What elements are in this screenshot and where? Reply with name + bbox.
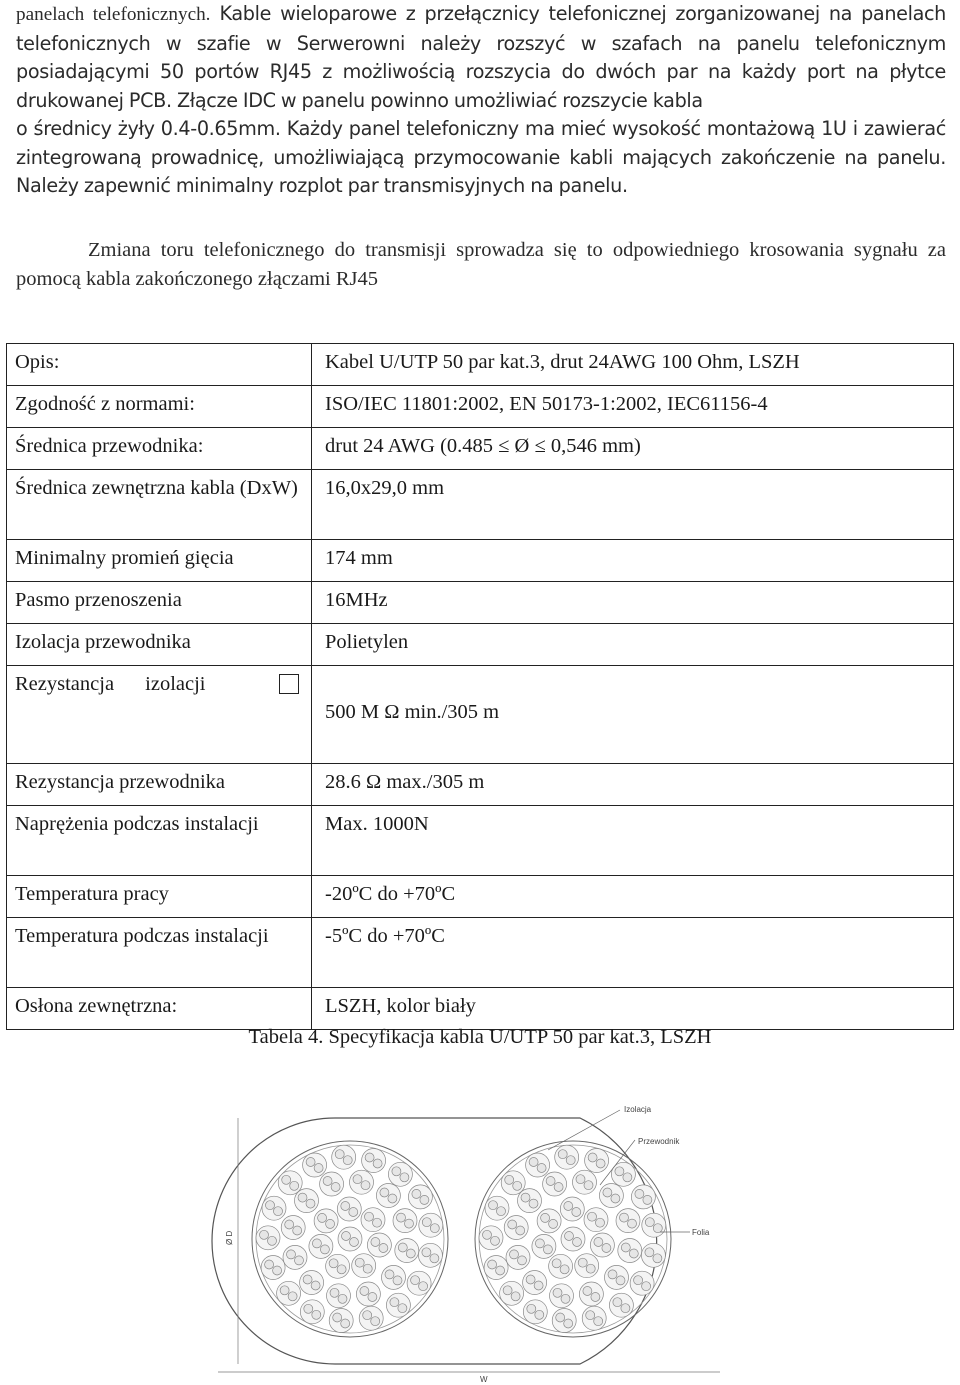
wire-conductor	[337, 1265, 346, 1274]
wire-conductor	[564, 1202, 573, 1211]
wire-pair	[386, 1293, 410, 1317]
wire-conductor	[552, 1259, 561, 1268]
wire-conductor	[342, 1232, 351, 1241]
wire-conductor	[603, 1188, 612, 1197]
wire-conductor	[543, 1245, 552, 1254]
wire-pair	[419, 1213, 443, 1237]
wire-conductor	[537, 1164, 546, 1173]
wire-conductor	[419, 1282, 428, 1291]
wire-pair	[407, 1271, 431, 1295]
row-value: LSZH, kolor biały	[312, 988, 954, 1030]
wire-conductor	[602, 1244, 611, 1253]
wire-conductor	[558, 1150, 567, 1159]
row-label: Rezystancja przewodnika	[7, 764, 312, 806]
intro-body: Kable wieloparowe z przełącznicy telefonicznej zorganizowanej na panelach telefonicznych w szafie w Serwerowni należy rozszyć w szafach na panelu telefonicznym posiadającymi 50 portów RJ45 z możliwością rozszycia do dwóch par na każdy port na płytce drukowanej PCB. Złącze IDC w panelu powinno umożliwiać rozszycie kabla	[16, 2, 946, 112]
intro-body-2: o średnicy żyły 0.4-0.65mm. Każdy panel telefoniczny ma mieć wysokość montażową 1U i zawierać zintegrowaną prowadnicę, umożliwiającą przymocowanie kabli mających zakończenie na panelu. Należy zapewnić minimalny rozplot par transmisyjnych na panelu.	[16, 117, 946, 197]
wire-pair	[338, 1227, 362, 1251]
wire-conductor	[623, 1173, 632, 1182]
wire-pair	[418, 1243, 442, 1267]
wire-conductor	[526, 1275, 535, 1284]
wire-pair	[523, 1300, 547, 1324]
width-label: W	[480, 1375, 488, 1384]
wire-pair	[332, 1145, 356, 1169]
wire-conductor	[287, 1250, 296, 1259]
wire-conductor	[554, 1183, 563, 1192]
wire-conductor	[341, 1202, 350, 1211]
wire-conductor	[288, 1292, 297, 1301]
wire-conductor	[613, 1298, 622, 1307]
wire-conductor	[318, 1213, 327, 1222]
wire-conductor	[608, 1270, 617, 1279]
insulation-label: Izolacja	[624, 1105, 652, 1114]
row-label: Zgodność z normami:	[7, 386, 312, 428]
wire-conductor	[349, 1208, 358, 1217]
row-value: Kabel U/UTP 50 par kat.3, drut 24AWG 100 Ohm, LSZH	[312, 344, 954, 386]
wire-pair	[367, 1233, 391, 1257]
wire-conductor	[298, 1193, 307, 1202]
wire-conductor	[576, 1175, 585, 1184]
insulation-resistance-label: Rezystancja izolacji	[15, 673, 206, 695]
wire-pairs	[256, 1145, 666, 1332]
wire-pair	[327, 1284, 351, 1308]
row-label: Temperatura podczas instalacji	[7, 918, 312, 988]
wire-conductor	[285, 1220, 294, 1229]
wire-pair	[300, 1300, 324, 1324]
wire-conductor	[621, 1304, 630, 1313]
wire-conductor	[379, 1244, 388, 1253]
wire-conductor	[556, 1313, 565, 1322]
wire-conductor	[335, 1150, 344, 1159]
row-value: drut 24 AWG (0.485 ≤ Ø ≤ 0,546 mm)	[312, 428, 954, 470]
wire-conductor	[513, 1181, 522, 1190]
wire-conductor	[406, 1249, 415, 1258]
wire-conductor	[529, 1199, 538, 1208]
wire-conductor	[274, 1207, 283, 1216]
wire-conductor	[430, 1224, 439, 1233]
wire-conductor	[390, 1298, 399, 1307]
wire-pair	[395, 1239, 419, 1263]
wire-conductor	[365, 1153, 374, 1162]
wire-conductor	[497, 1207, 506, 1216]
wire-pair	[561, 1227, 585, 1251]
wire-pair	[501, 1171, 525, 1195]
insulation-resistance-value: 500 M Ω min./305 m	[325, 701, 500, 723]
wire-conductor	[268, 1236, 277, 1245]
wire-conductor	[535, 1310, 544, 1319]
wire-pair	[309, 1234, 333, 1258]
wire-pair	[504, 1216, 528, 1240]
wire-pair	[631, 1185, 655, 1209]
wire-pair	[329, 1309, 353, 1333]
wire-pair	[585, 1149, 609, 1173]
wire-pair	[543, 1172, 567, 1196]
wire-pair	[537, 1209, 561, 1233]
row-value: 28.6 Ω max./305 m	[312, 764, 954, 806]
wire-pair	[261, 1256, 285, 1280]
wire-pair	[382, 1265, 406, 1289]
wire-conductor	[326, 1219, 335, 1228]
wire-conductor	[393, 1276, 402, 1285]
wire-conductor	[521, 1193, 530, 1202]
wire-conductor	[380, 1188, 389, 1197]
wire-pair	[326, 1254, 350, 1278]
wire-conductor	[586, 1311, 595, 1320]
second-paragraph: Zmiana toru telefonicznego do transmisji sprowadza się to odpowiedniego krosowania sygnału za pomocą kabla zakończonego złączami RJ45	[16, 239, 946, 290]
wire-conductor	[583, 1287, 592, 1296]
wire-conductor	[620, 1213, 629, 1222]
wire-pair	[361, 1208, 385, 1232]
wire-pair	[605, 1265, 629, 1289]
wire-conductor	[273, 1266, 282, 1275]
wire-conductor	[541, 1213, 550, 1222]
wire-conductor	[412, 1189, 421, 1198]
wire-conductor	[314, 1164, 323, 1173]
wire-conductor	[534, 1281, 543, 1290]
row-value: -20ºC do +70ºC	[312, 876, 954, 918]
wire-pair	[555, 1145, 579, 1169]
wire-conductor	[491, 1236, 500, 1245]
wire-conductor	[338, 1294, 347, 1303]
wire-pair	[599, 1184, 623, 1208]
wire-conductor	[295, 1256, 304, 1265]
row-value: -5ºC do +70ºC	[312, 918, 954, 988]
wire-conductor	[510, 1250, 519, 1259]
wire-conductor	[511, 1292, 520, 1301]
wire-pair	[388, 1162, 412, 1186]
wire-conductor	[549, 1219, 558, 1228]
wire-conductor	[312, 1239, 321, 1248]
wire-conductor	[489, 1201, 498, 1210]
wire-conductor	[643, 1195, 652, 1204]
wire-conductor	[368, 1293, 377, 1302]
wire-pair	[484, 1256, 508, 1280]
wire-conductor	[371, 1317, 380, 1326]
wire-conductor	[363, 1264, 372, 1273]
wire-conductor	[282, 1175, 291, 1184]
wire-pair	[359, 1306, 383, 1330]
row-value: Max. 1000N	[312, 806, 954, 876]
wire-pair	[642, 1213, 666, 1237]
wire-pair	[303, 1153, 327, 1177]
row-value: ISO/IEC 11801:2002, EN 50173-1:2002, IEC61156-4	[312, 386, 954, 428]
wire-conductor	[516, 1226, 525, 1235]
wire-conductor	[496, 1266, 505, 1275]
wire-conductor	[330, 1288, 339, 1297]
wire-conductor	[312, 1310, 321, 1319]
wire-conductor	[503, 1286, 512, 1295]
wire-conductor	[529, 1158, 538, 1167]
wire-conductor	[527, 1304, 536, 1313]
wire-conductor	[645, 1248, 654, 1257]
wire-conductor	[311, 1281, 320, 1290]
wire-pair	[526, 1153, 550, 1177]
wire-pair	[506, 1245, 530, 1269]
wire-conductor	[360, 1287, 369, 1296]
wire-conductor	[505, 1175, 514, 1184]
wire-conductor	[518, 1256, 527, 1265]
wire-pair	[532, 1234, 556, 1258]
wire-conductor	[333, 1313, 342, 1322]
wire-pair	[278, 1171, 302, 1195]
wire-conductor	[320, 1245, 329, 1254]
foil-label: Folia	[692, 1228, 710, 1237]
wire-conductor	[635, 1189, 644, 1198]
row-label: Minimalny promień gięcia	[7, 540, 312, 582]
wire-pair	[523, 1271, 547, 1295]
wire-conductor	[546, 1177, 555, 1186]
row-value: Polietylen	[312, 624, 954, 666]
wire-pair	[376, 1184, 400, 1208]
wire-pair	[300, 1271, 324, 1295]
wire-conductor	[594, 1238, 603, 1247]
wire-conductor	[361, 1181, 370, 1190]
wire-conductor	[397, 1213, 406, 1222]
row-label: Średnica zewnętrzna kabla (DxW)	[7, 470, 312, 540]
wire-conductor	[422, 1218, 431, 1227]
wire-conductor	[331, 1183, 340, 1192]
wire-conductor	[591, 1293, 600, 1302]
wire-pair	[352, 1254, 376, 1278]
wire-conductor	[355, 1258, 364, 1267]
wire-conductor	[371, 1238, 380, 1247]
wire-conductor	[483, 1230, 492, 1239]
wire-conductor	[561, 1294, 570, 1303]
diameter-label: Ø D	[225, 1230, 234, 1245]
wire-pair	[485, 1196, 509, 1220]
wire-pair	[500, 1281, 524, 1305]
row-label: Osłona zewnętrzna:	[7, 988, 312, 1030]
wire-pair	[550, 1284, 574, 1308]
insulation-leader	[548, 1110, 620, 1150]
wire-conductor	[260, 1230, 269, 1239]
wire-conductor	[341, 1319, 350, 1328]
wire-pair	[281, 1216, 305, 1240]
wire-pair	[630, 1271, 654, 1295]
wire-conductor	[628, 1219, 637, 1228]
wire-pair	[262, 1196, 286, 1220]
wire-conductor	[329, 1259, 338, 1268]
wire-pair	[616, 1209, 640, 1233]
wire-conductor	[578, 1258, 587, 1267]
wire-conductor	[588, 1153, 597, 1162]
wire-pair	[393, 1209, 417, 1233]
wire-pair	[320, 1172, 344, 1196]
row-value: 174 mm	[312, 540, 954, 582]
wire-conductor	[560, 1265, 569, 1274]
wire-conductor	[615, 1167, 624, 1176]
wire-conductor	[553, 1288, 562, 1297]
wire-conductor	[611, 1194, 620, 1203]
row-label: Naprężenia podczas instalacji	[7, 806, 312, 876]
wire-conductor	[373, 1218, 382, 1227]
wire-conductor	[565, 1232, 574, 1241]
wire-pair	[579, 1282, 603, 1306]
wire-conductor	[596, 1159, 605, 1168]
wire-pair	[584, 1208, 608, 1232]
row-label: Opis:	[7, 344, 312, 386]
wire-conductor	[353, 1175, 362, 1184]
wire-pair	[283, 1245, 307, 1269]
wire-conductor	[629, 1249, 638, 1258]
wire-conductor	[266, 1201, 275, 1210]
wire-pair	[609, 1293, 633, 1317]
row-label: Temperatura pracy	[7, 876, 312, 918]
wire-conductor	[293, 1226, 302, 1235]
wire-conductor	[323, 1177, 332, 1186]
wire-pair	[362, 1149, 386, 1173]
wire-pair	[479, 1226, 503, 1250]
wire-conductor	[303, 1275, 312, 1284]
row-value: 16,0x29,0 mm	[312, 470, 954, 540]
wire-pair	[560, 1197, 584, 1221]
wire-conductor	[265, 1260, 274, 1269]
intro-start: panelach telefonicznych.	[16, 4, 211, 25]
wire-pair	[552, 1309, 576, 1333]
wire-conductor	[573, 1238, 582, 1247]
wire-conductor	[508, 1220, 517, 1229]
wire-conductor	[385, 1270, 394, 1279]
wire-conductor	[586, 1264, 595, 1273]
wire-conductor	[535, 1239, 544, 1248]
wire-pair	[350, 1170, 374, 1194]
wire-conductor	[306, 1158, 315, 1167]
wire-conductor	[411, 1276, 420, 1285]
wire-conductor	[392, 1167, 401, 1176]
wire-conductor	[363, 1311, 372, 1320]
wire-conductor	[634, 1276, 643, 1285]
wire-pair	[256, 1226, 280, 1250]
wire-conductor	[398, 1304, 407, 1313]
row-label: Izolacja przewodnika	[7, 624, 312, 666]
wire-conductor	[594, 1317, 603, 1326]
wire-pair	[549, 1254, 573, 1278]
conductor-label: Przewodnik	[638, 1137, 680, 1146]
wire-pair	[575, 1254, 599, 1278]
wire-conductor	[616, 1276, 625, 1285]
wire-pair	[573, 1170, 597, 1194]
wire-conductor	[290, 1181, 299, 1190]
wire-pair	[356, 1282, 380, 1306]
wire-pair	[277, 1281, 301, 1305]
row-value: 16MHz	[312, 582, 954, 624]
wire-pair	[590, 1233, 614, 1257]
wire-conductor	[420, 1195, 429, 1204]
wire-conductor	[653, 1254, 662, 1263]
wire-conductor	[398, 1243, 407, 1252]
wire-conductor	[653, 1224, 662, 1233]
wire-conductor	[642, 1282, 651, 1291]
wire-conductor	[430, 1254, 439, 1263]
wire-conductor	[304, 1304, 313, 1313]
wire-conductor	[306, 1199, 315, 1208]
wire-conductor	[588, 1212, 597, 1221]
wire-pair	[314, 1209, 338, 1233]
wire-conductor	[422, 1248, 431, 1257]
row-label: Średnica przewodnika:	[7, 428, 312, 470]
wire-conductor	[400, 1173, 409, 1182]
caption-text: Tabela 4. Specyfikacja kabla U/UTP 50 par kat.3, LSZH	[248, 1026, 712, 1048]
wire-conductor	[564, 1319, 573, 1328]
wire-conductor	[572, 1208, 581, 1217]
wire-conductor	[621, 1243, 630, 1252]
wire-conductor	[280, 1286, 289, 1295]
wire-conductor	[488, 1260, 497, 1269]
wire-conductor	[645, 1218, 654, 1227]
row-label: Pasmo przenoszenia	[7, 582, 312, 624]
wire-pair	[408, 1185, 432, 1209]
wire-conductor	[343, 1156, 352, 1165]
wire-pair	[618, 1239, 642, 1263]
wire-conductor	[596, 1218, 605, 1227]
wire-pair	[582, 1306, 606, 1330]
wire-conductor	[350, 1238, 359, 1247]
wire-pair	[337, 1197, 361, 1221]
wire-conductor	[373, 1159, 382, 1168]
wire-pair	[641, 1243, 665, 1267]
wire-conductor	[405, 1219, 414, 1228]
wire-conductor	[566, 1156, 575, 1165]
wire-conductor	[388, 1194, 397, 1203]
wire-conductor	[584, 1181, 593, 1190]
wire-conductor	[365, 1212, 374, 1221]
